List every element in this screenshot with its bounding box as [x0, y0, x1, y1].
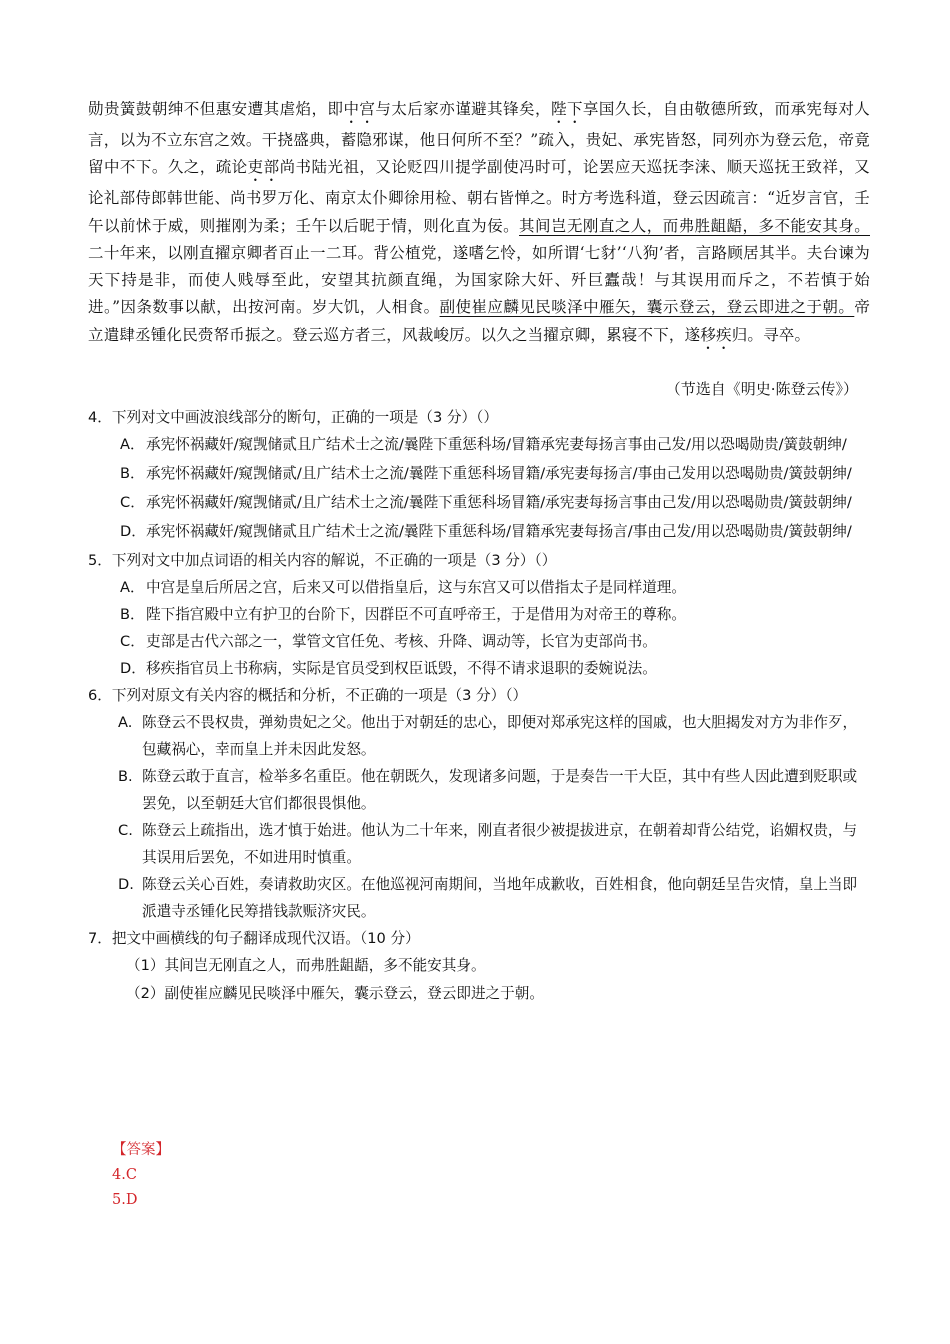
option-letter: C． [120, 633, 145, 650]
option-text: 陈登云不畏权贵，弹劾贵妃之父。他出于对朝廷的忠心，即便对郑承宪这样的国戚，也大胆揭发对方为非作歹，包藏祸心，幸而皇上并未因此发怒。 [142, 714, 858, 758]
option-d [88, 518, 870, 545]
option-letter: C． [120, 494, 145, 511]
option-text: 承宪怀祸藏奸/窥觊储贰/且广结术士之流/曩陛下重惩科场冒籍/承宪妻每扬言/事由己发用以恐喝勋贵/簧鼓朝绅/ [146, 465, 852, 482]
dotted-term-zhonggong: 中宫 [343, 100, 376, 118]
option-letter: C. [118, 822, 133, 839]
option-a [88, 574, 870, 601]
underlined-sentence-2: 副使崔应麟见民啖泽中雁矢，囊示登云，登云即进之于朝。 [439, 298, 855, 317]
answer-line-4: 4.C [112, 1167, 137, 1183]
option-letter: A. [118, 714, 133, 731]
option-letter: D. [118, 876, 134, 893]
option-c [88, 817, 870, 871]
passage-segment: 勋贵簧鼓朝绅不但惠安遭其虐焰，即 [88, 100, 344, 118]
translation-item-1: （1）其间岂无刚直之人，而弗胜龃龉，多不能安其身。 [126, 957, 486, 974]
question-list [88, 404, 870, 1008]
option-letter: A． [120, 579, 145, 596]
option-b [88, 460, 870, 487]
option-a [88, 431, 870, 458]
option-letter: D． [120, 523, 146, 540]
question-stem: 5．下列对文中加点词语的相关内容的解说，不正确的一项是（3 分）（） [88, 552, 557, 569]
option-text: 承宪怀祸藏奸/窥觊储贰且广结术士之流/曩陛下重惩科场/冒籍承宪妻每扬言/事由己发/用以恐喝勋贵/簧鼓朝绅/ [146, 523, 852, 540]
dotted-term-bixia: 陛下 [550, 100, 583, 118]
option-text: 承宪怀祸藏奸/窥觊储贰/且广结术士之流/曩陛下重惩科场冒籍/承宪妻每扬言事由己发/用以恐喝勋贵/簧鼓朝绅/ [146, 494, 852, 511]
passage-segment: 尚书陆光祖，又论贬四川提学副使冯时可，论罢应天巡抚李涞、顺天巡抚王致祥，又论礼部侍郎韩世能、尚书罗万化、南京太仆卿徐用检、朝右皆惮之。时方考选科道，登云因疏言：“近岁言官，壬午以前怵于威，则摧刚为柔；壬午以后昵于情，则化直为佞。 [88, 158, 871, 235]
option-text: 吏部是古代六部之一，掌管文官任免、考核、升降、调动等，长官为吏部尚书。 [146, 633, 657, 650]
passage-paragraph [88, 96, 870, 353]
question-7 [88, 925, 870, 1008]
option-text: 中宫是皇后所居之宫，后来又可以借指皇后，这与东宫又可以借指太子是同样道理。 [146, 579, 686, 596]
option-text: 陈登云敢于直言，检举多名重臣。他在朝既久，发现诸多问题，于是奏告一干大臣，其中有些人因此遭到贬职或罢免，以至朝廷大官们都很畏惧他。 [142, 768, 858, 812]
option-c [88, 628, 870, 655]
option-c [88, 489, 870, 516]
question-4 [88, 404, 870, 545]
option-letter: B. [118, 768, 133, 785]
answer-line-5: 5.D [112, 1192, 138, 1208]
passage-segment: 帝立遣肆丞锺化民赍帑币振之。登云巡方者三，风裁峻厉。以久之当擢京卿，累寝不下，遂 [88, 298, 871, 344]
option-d [88, 655, 870, 682]
dotted-term-yiji: 移疾 [700, 325, 732, 344]
option-letter: D． [120, 660, 146, 677]
classical-passage [88, 96, 870, 353]
option-d [88, 871, 870, 925]
option-text: 陈登云上疏指出，选才慎于始进。他认为二十年来，刚直者很少被提拔进京，在朝着却背公结党，谄媚权贵，与其误用后罢免，不如进用时慎重。 [142, 822, 858, 866]
question-6 [88, 682, 870, 925]
option-text: 承宪怀祸藏奸/窥觊储贰且广结术士之流/曩陛下重惩科场/冒籍承宪妻每扬言事由己发/用以恐喝勋贵/簧鼓朝绅/ [146, 436, 847, 453]
passage-segment: 归。寻卒。 [731, 325, 811, 344]
option-text: 陈登云关心百姓，奏请救助灾区。在他巡视河南期间，当地年成歉收，百姓相食，他向朝廷呈告灾情，皇上当即派遣寺丞锺化民筹措钱款赈济灾民。 [142, 876, 858, 920]
option-b [88, 763, 870, 817]
option-letter: A． [120, 436, 145, 453]
passage-segment: 二十年来，以刚直擢京卿者百止一二耳。背公植党，遂嗜乞怜，如所谓‘七豺’‘八狗’者，言路顾居其半。夫台谏为天下持是非，而使人贱辱至此，安望其抗颜直绳，为国家除大奸、歼巨蠹哉！与其误用而斥之，不若慎于始进。”因条数事以献，出按河南。岁大饥，人相食。 [88, 243, 870, 317]
option-letter: B． [120, 465, 145, 482]
dotted-term-libu: 吏部 [247, 158, 280, 177]
question-stem: 6．下列对原文有关内容的概括和分析，不正确的一项是（3 分）（） [88, 687, 528, 704]
question-stem: 4．下列对文中画波浪线部分的断句，正确的一项是（3 分）（） [88, 409, 498, 426]
question-stem: 7．把文中画横线的句子翻译成现代汉语。（10 分） [88, 930, 420, 947]
passage-source: （节选自《明史·陈登云传》） [665, 380, 858, 398]
passage-segment: 享国久长，自由敬德所致，而承宪每对人言，以为不立东宫之效。干挠盛典，蓄隐邪谋，他日何所不至？”疏入，贵妃、承宪皆怒，同列亦为登云危，帝竟留中不下。久之，疏论 [88, 100, 871, 177]
answer-label: 【答案】 [112, 1142, 170, 1158]
option-b [88, 601, 870, 628]
option-a [88, 709, 870, 763]
answer-section [112, 1138, 170, 1213]
passage-segment: 与太后家亦谨避其锋矣， [375, 100, 551, 118]
underlined-sentence-1: 其间岂无刚直之人，而弗胜龃龉，多不能安其身。 [519, 216, 870, 235]
translation-item-2: （2）副使崔应麟见民啖泽中雁矢，囊示登云，登云即进之于朝。 [126, 985, 544, 1002]
question-5 [88, 547, 870, 682]
option-text: 陛下指宫殿中立有护卫的台阶下，因群臣不可直呼帝王，于是借用为对帝王的尊称。 [146, 606, 686, 623]
option-letter: B． [120, 606, 145, 623]
option-text: 移疾指官员上书称病，实际是官员受到权臣诋毁，不得不请求退职的委婉说法。 [146, 660, 657, 677]
